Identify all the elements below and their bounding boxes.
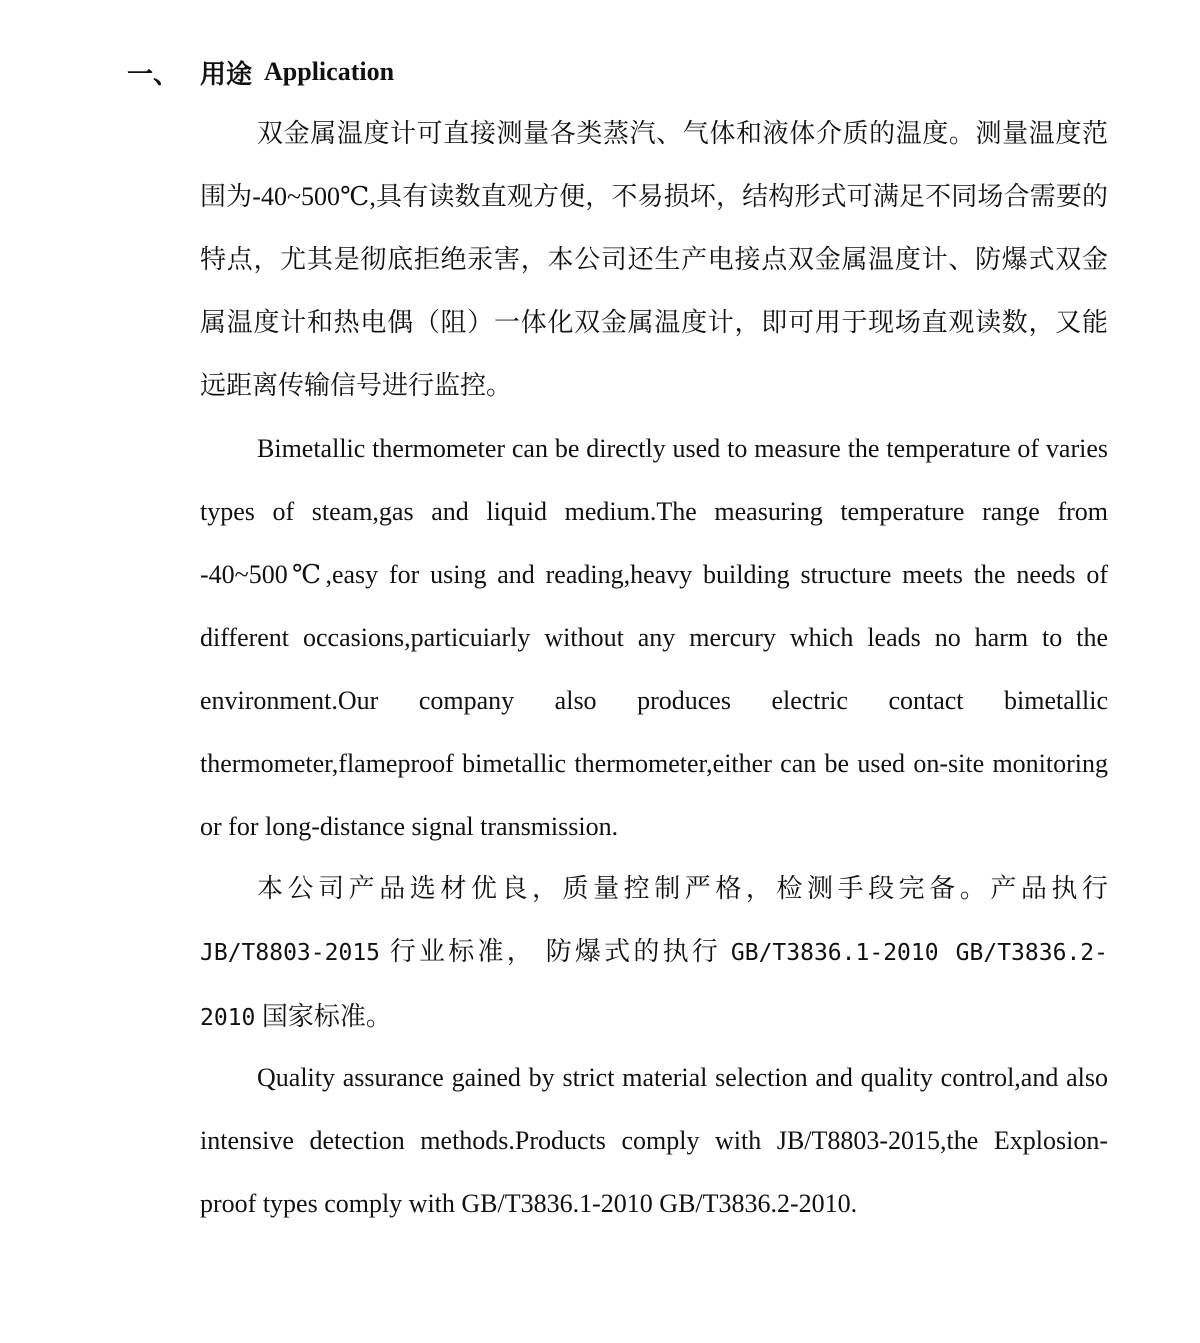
section-number: 一、 <box>127 59 180 89</box>
quality-text-zh-3: 国家标准。 <box>255 1002 392 1031</box>
paragraph-zh-application: 双金属温度计可直接测量各类蒸汽、气体和液体介质的温度。测量温度范围为-40~500℃,具有读数直观方便，不易损坏，结构形式可满足不同场合需要的特点，尤其是彻底拒绝汞害，本公司还生产电接点双金属温度计、防爆式双金属温度计和热电偶（阻）一体化双金属温度计，即可用于现场直观读数，又能远距离传输信号进行监控。 <box>200 119 1108 400</box>
section-title-en: Application <box>264 57 395 86</box>
paragraph-zh-quality <box>200 857 1108 1050</box>
section-heading <box>127 52 394 92</box>
industry-standard-code: JB/T8803-2015 <box>200 940 381 966</box>
paragraph-en-quality: Quality assurance gained by strict material selection and quality control,and also intensive detection methods.Products comply with JB/T8803-2015,the Explosion-proof types comply with GB/T3836.1-2010 GB/T3836.2-2010. <box>200 1063 1108 1218</box>
national-standard-codes: GB/T3836.1-2010 GB/T3836.2-2010 <box>200 940 1108 1031</box>
quality-text-zh-2: 行业标准， 防爆式的执行 <box>380 937 731 966</box>
paragraph-en-application: Bimetallic thermometer can be directly used to measure the temperature of varies types of steam,gas and liquid medium.The measuring temperature range from -40~500℃,easy for using and reading,heavy building structure meets the needs of different occasions,particuiarly without any mercury which leads no harm to the environment.Our company also produces electric contact bimetallic thermometer,flameproof bimetallic thermometer,either can be used on-site monitoring or for long-distance signal transmission. <box>200 434 1108 841</box>
section-title-zh: 用途 <box>200 59 253 89</box>
quality-text-zh-1: 本公司产品选材优良，质量控制严格，检测手段完备。产品执行 <box>257 874 1108 903</box>
